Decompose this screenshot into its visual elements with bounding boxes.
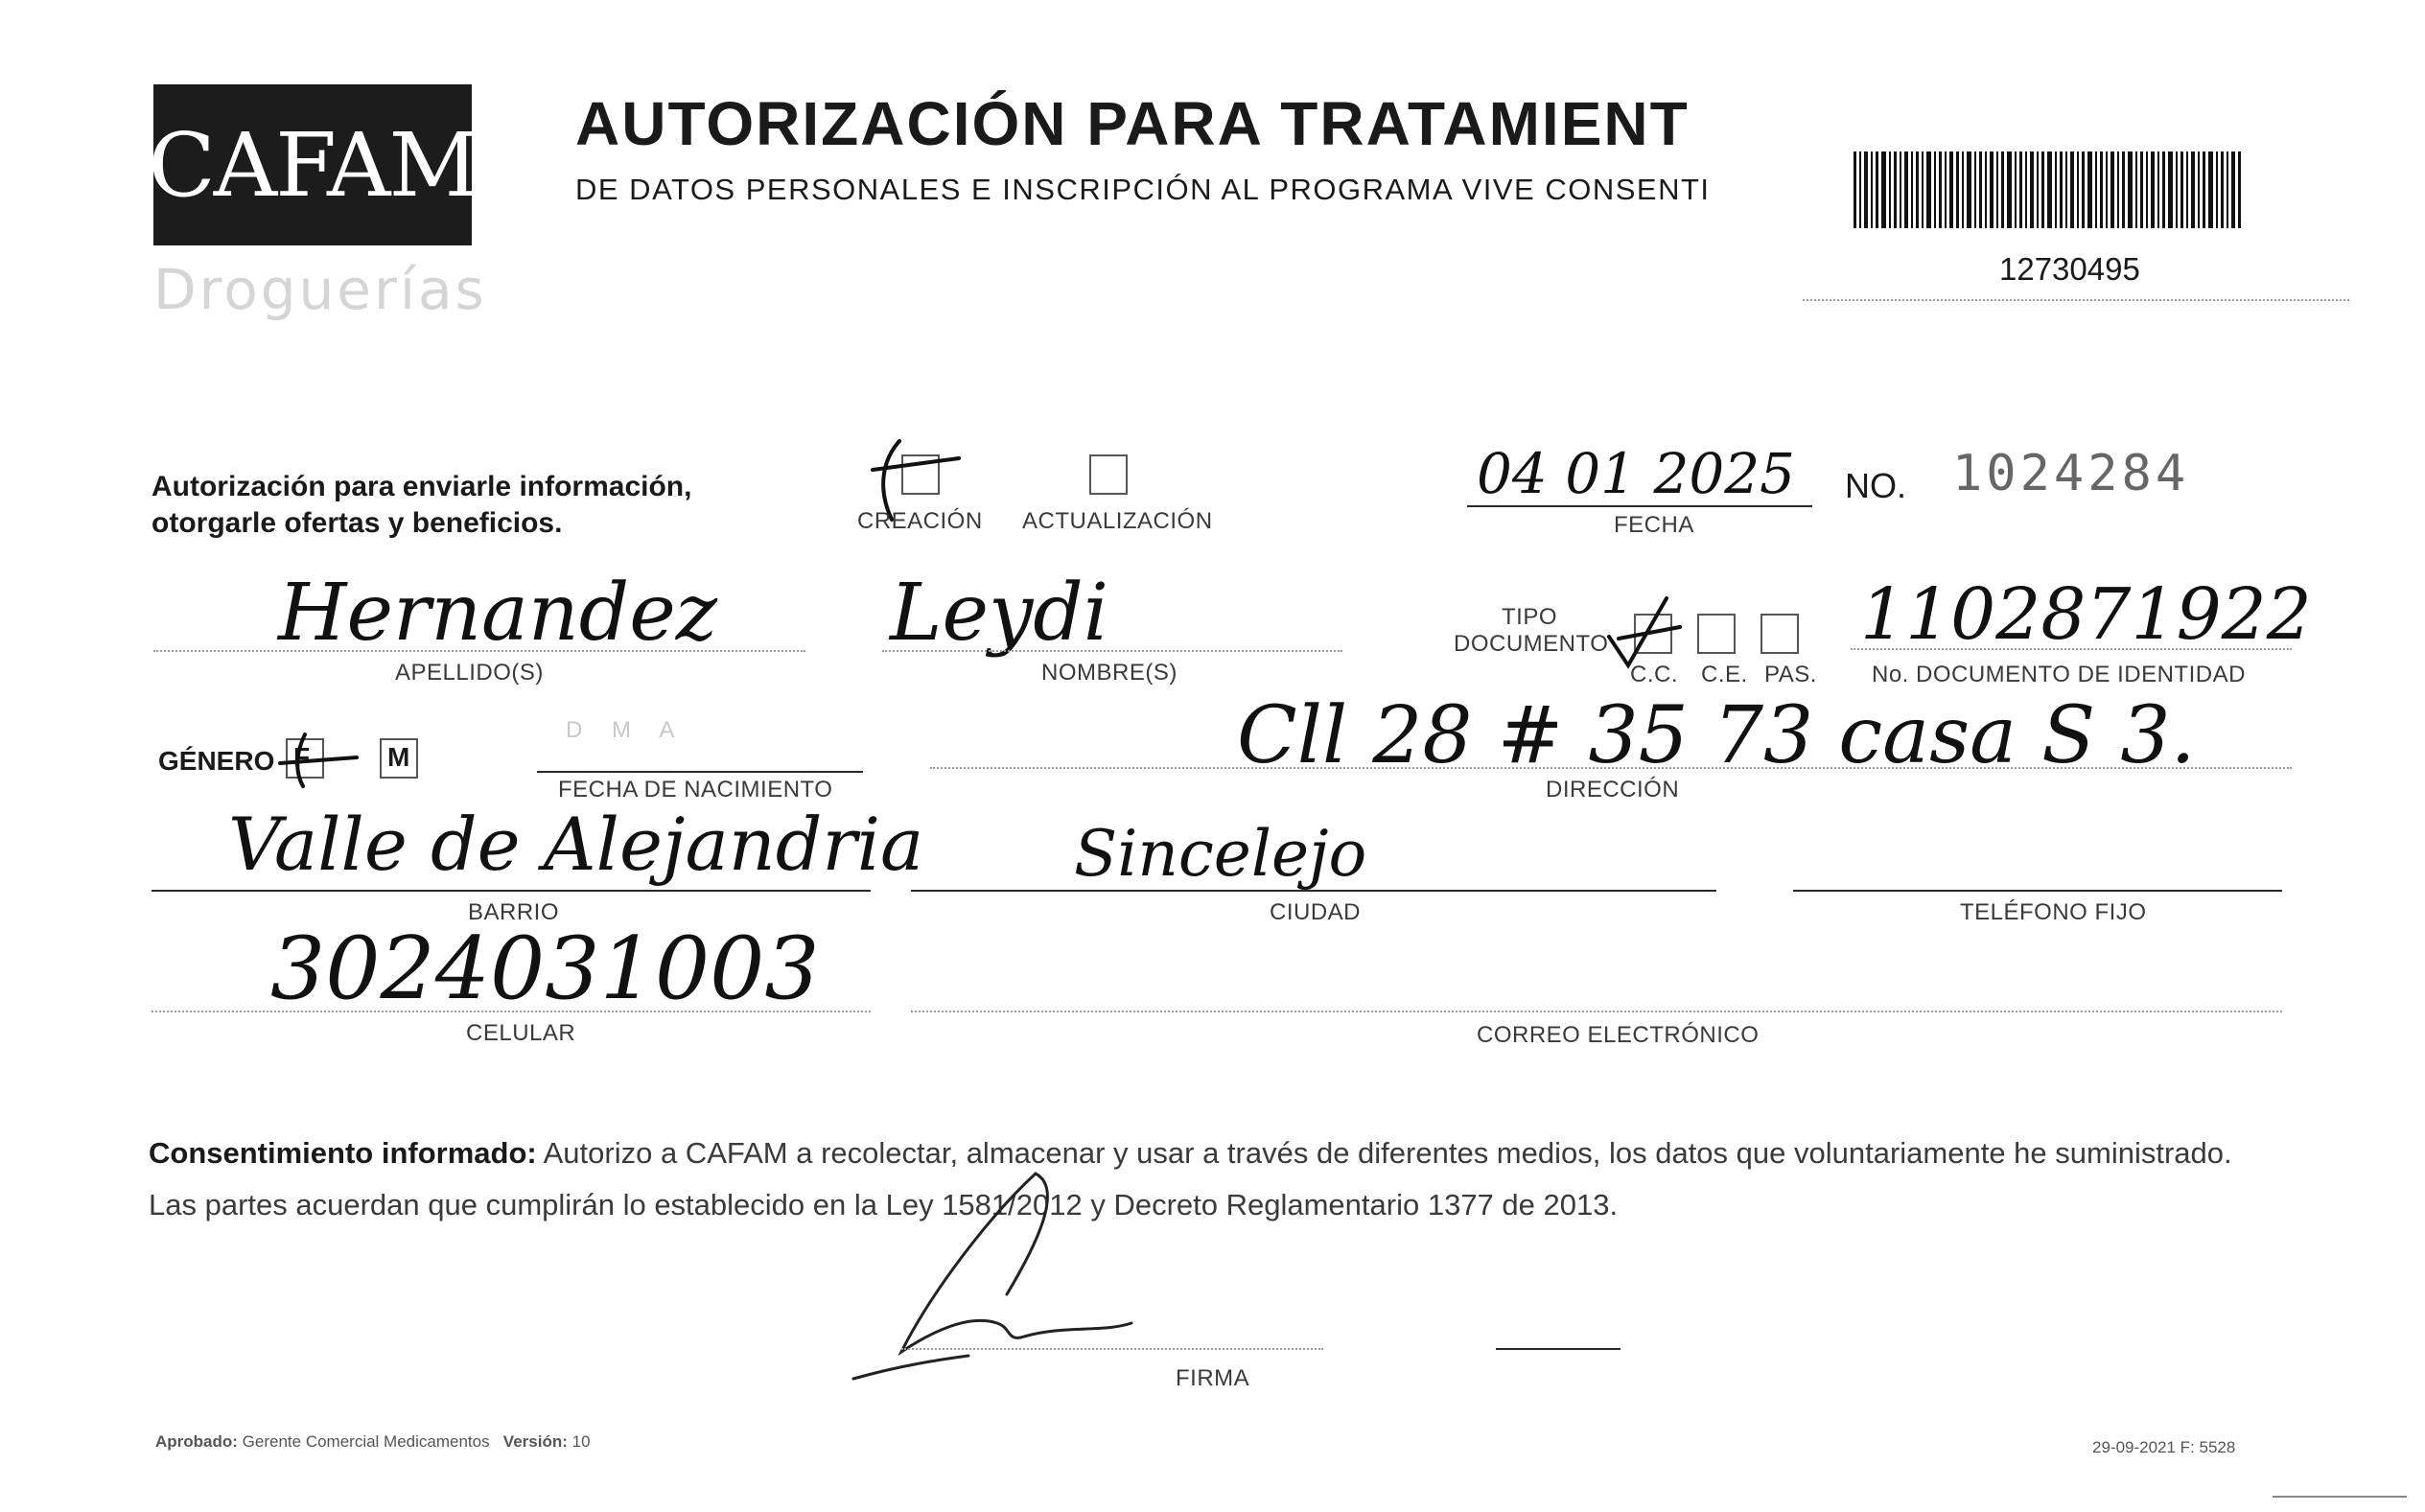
documento-line xyxy=(1851,648,2292,650)
ciudad-line xyxy=(911,890,1716,892)
footer-rule xyxy=(2273,1496,2407,1498)
ciudad-value[interactable]: Sincelejo xyxy=(1074,817,1367,891)
nombres-label: NOMBRE(S) xyxy=(1041,660,1178,686)
direccion-value[interactable]: Cll 28 # 35 73 casa S 3. xyxy=(1237,690,2196,781)
ce-label: C.E. xyxy=(1701,662,1748,687)
firma-line xyxy=(901,1348,1323,1350)
genero-m-label: M xyxy=(387,742,410,772)
divider xyxy=(1803,299,2349,301)
barrio-value[interactable]: Valle de Alejandria xyxy=(228,802,924,887)
barrio-line xyxy=(152,890,871,892)
telefono-line xyxy=(1793,890,2282,892)
documento-value[interactable]: 1102871922 xyxy=(1860,573,2312,656)
logo-text: CAFAM xyxy=(148,113,478,217)
form-subtitle: DE DATOS PERSONALES E INSCRIPCIÓN AL PROGRAMA VIVE CONSENTI xyxy=(575,173,1711,206)
actualizacion-label: ACTUALIZACIÓN xyxy=(1022,508,1213,534)
correo-label: CORREO ELECTRÓNICO xyxy=(1477,1022,1760,1048)
consent-text-2: Las partes acuerdan que cumplirán lo establecido en la Ley 1581/2012 y Decreto Reglamentario 1377 de 2013. xyxy=(149,1188,1619,1221)
pas-checkbox[interactable] xyxy=(1760,614,1799,654)
footer-date-code: 29-09-2021 F: 5528 xyxy=(2092,1438,2236,1456)
telefono-label: TELÉFONO FIJO xyxy=(1960,899,2147,925)
genero-f-label: F xyxy=(293,742,311,772)
pas-label: PAS. xyxy=(1764,662,1817,687)
nombres-value[interactable]: Leydi xyxy=(890,568,1109,659)
fecha-nacimiento-line xyxy=(537,771,863,773)
authorization-text-2: otorgarle ofertas y beneficios. xyxy=(152,507,563,539)
genero-label: GÉNERO xyxy=(158,746,275,776)
form-number: 1024284 xyxy=(1952,445,2190,502)
aprobado-label: Aprobado: xyxy=(155,1432,238,1451)
fecha-label: FECHA xyxy=(1614,512,1694,538)
authorization-text-1: Autorización para enviarle información, xyxy=(152,471,692,502)
barrio-label: BARRIO xyxy=(468,899,560,925)
apellidos-value[interactable]: Hernandez xyxy=(278,568,717,659)
checkmark-icon xyxy=(276,725,362,792)
cc-label: C.C. xyxy=(1630,662,1678,687)
correo-line xyxy=(911,1011,2282,1012)
footer-approval xyxy=(155,1432,591,1452)
documento-identidad-label: No. DOCUMENTO DE IDENTIDAD xyxy=(1872,662,2246,687)
version-label: Versión: xyxy=(502,1432,568,1451)
consent-heading: Consentimiento informado: xyxy=(149,1136,537,1170)
version-value: 10 xyxy=(571,1432,591,1451)
firma-label: FIRMA xyxy=(1176,1365,1250,1391)
tipo-label: TIPO xyxy=(1502,604,1558,630)
actualizacion-checkbox[interactable] xyxy=(1089,454,1128,495)
signature-image xyxy=(844,1160,1250,1391)
consent-text-1: Autorizo a CAFAM a recolectar, almacenar y usar a través de diferentes medios, los datos que voluntariamente he suministrado. xyxy=(536,1136,2232,1170)
celular-line xyxy=(152,1011,871,1012)
apellidos-line xyxy=(153,650,805,652)
direccion-label: DIRECCIÓN xyxy=(1546,777,1680,803)
form-title: AUTORIZACIÓN PARA TRATAMIENT xyxy=(575,89,1690,158)
logo-subtext: Droguerías xyxy=(153,257,487,322)
barcode-icon xyxy=(1854,151,2241,228)
creacion-label: CREACIÓN xyxy=(857,508,983,534)
celular-value[interactable]: 3024031003 xyxy=(270,919,820,1019)
barcode-number: 12730495 xyxy=(1999,251,2140,287)
direccion-line xyxy=(930,767,2292,769)
fecha-line xyxy=(1467,505,1812,507)
ciudad-label: CIUDAD xyxy=(1270,899,1362,925)
firma-line-2 xyxy=(1496,1348,1621,1350)
no-label: NO. xyxy=(1845,466,1907,505)
documento-label: DOCUMENTO xyxy=(1454,631,1609,657)
apellidos-label: APELLIDO(S) xyxy=(395,660,544,686)
nombres-line xyxy=(882,650,1342,652)
fecha-nacimiento-guides: D M A xyxy=(566,717,687,743)
celular-label: CELULAR xyxy=(466,1020,576,1046)
ce-checkbox[interactable] xyxy=(1697,614,1736,654)
fecha-nacimiento-label: FECHA DE NACIMIENTO xyxy=(558,777,833,803)
fecha-value[interactable]: 04 01 2025 xyxy=(1477,441,1796,506)
aprobado-value: Gerente Comercial Medicamentos xyxy=(242,1432,490,1451)
